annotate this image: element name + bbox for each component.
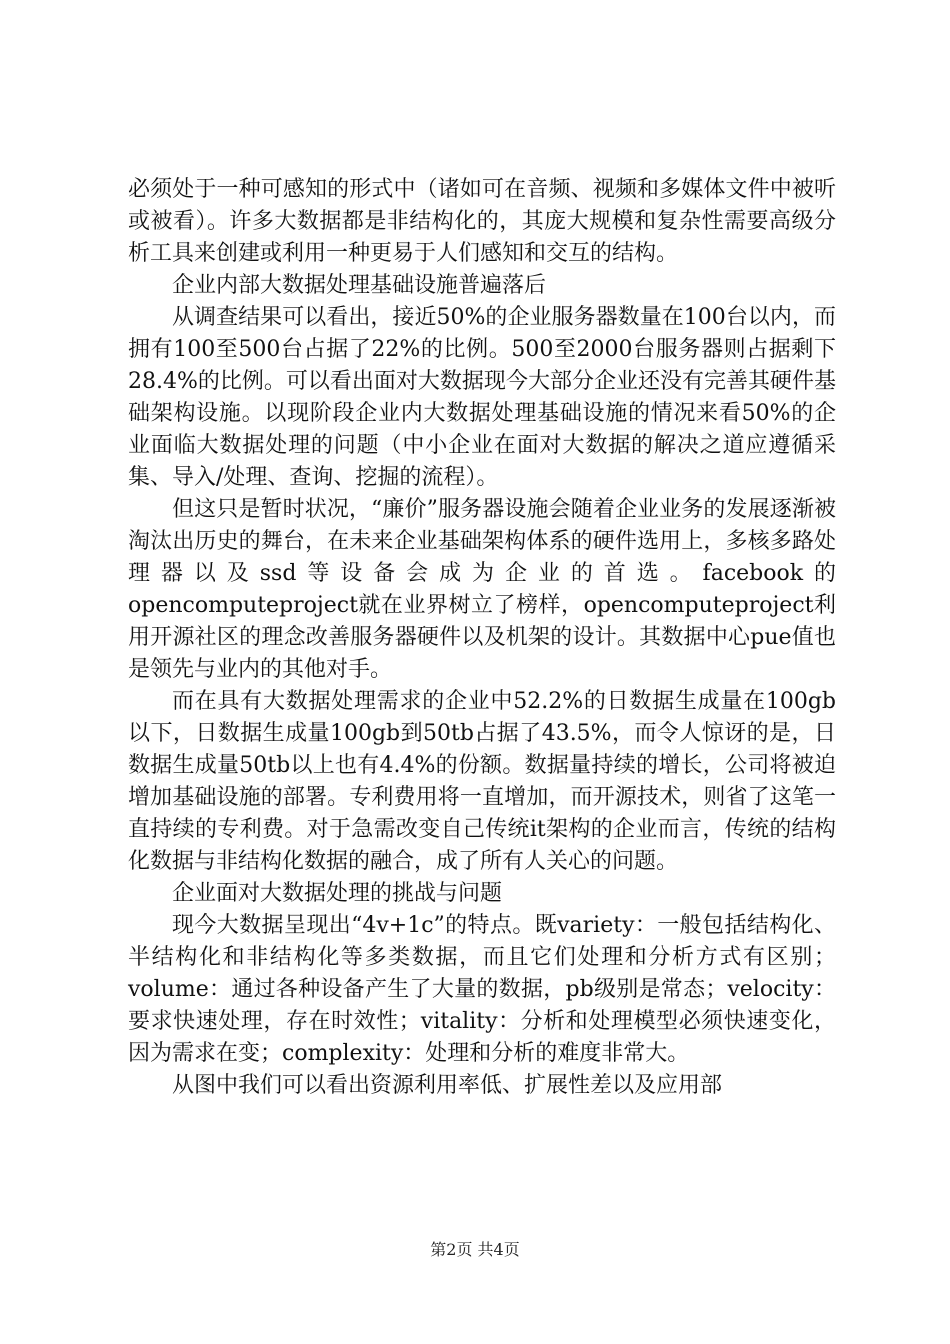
paragraph-4v1c: 现今大数据呈现出“4v+1c”的特点。既variety：一般包括结构化、半结构化和非结构化等多类数据，而且它们处理和分析方式有区别；volume：通过各种设备产生了大量的数据，pb级别是常态；velocity：要求快速处理，存在时效性；vitality：分析和处理模型必须快速变化，因为需求在变；complexity：处理和分析的难度非常大。 (128, 913, 836, 1066)
section-heading-infrastructure: 企业内部大数据处理基础设施普遍落后 (172, 273, 547, 298)
document-body (128, 174, 836, 1102)
page-number-footer: 第2页 共4页 (430, 1240, 520, 1259)
section-heading-challenges: 企业面对大数据处理的挑战与问题 (172, 881, 503, 906)
paragraph-resource-utilization: 从图中我们可以看出资源利用率低、扩展性差以及应用部 (172, 1073, 723, 1098)
paragraph-continuation: 必须处于一种可感知的形式中（诸如可在音频、视频和多媒体文件中被听或被看）。许多大数据都是非结构化的，其庞大规模和复杂性需要高级分析工具来创建或利用一种更易于人们感知和交互的结构。 (128, 177, 836, 266)
paragraph-cheap-servers: 但这只是暂时状况，“廉价”服务器设施会随着企业业务的发展逐渐被淘汰出历史的舞台，在未来企业基础架构体系的硬件选用上，多核多路处理器以及ssd等设备会成为企业的首选。facebook的opencomputeproject就在业界树立了榜样，opencomputeproject利用开源社区的理念改善服务器硬件以及机架的设计。其数据中心pue值也是领先与业内的其他对手。 (128, 497, 836, 682)
paragraph-survey-results: 从调查结果可以看出，接近50%的企业服务器数量在100台以内，而拥有100至500台占据了22%的比例。500至2000台服务器则占据剩下28.4%的比例。可以看出面对大数据现今大部分企业还没有完善其硬件基础架构设施。以现阶段企业内大数据处理基础设施的情况来看50%的企业面临大数据处理的问题（中小企业在面对大数据的解决之道应遵循采集、导入/处理、查询、挖掘的流程）。 (128, 305, 836, 490)
paragraph-data-generation: 而在具有大数据处理需求的企业中52.2%的日数据生成量在100gb以下，日数据生成量100gb到50tb占据了43.5%，而令人惊讶的是，日数据生成量50tb以上也有4.4%的份额。数据量持续的增长，公司将被迫增加基础设施的部署。专利费用将一直增加，而开源技术，则省了这笔一直持续的专利费。对于急需改变自己传统it架构的企业而言，传统的结构化数据与非结构化数据的融合，成了所有人关心的问题。 (128, 689, 836, 874)
